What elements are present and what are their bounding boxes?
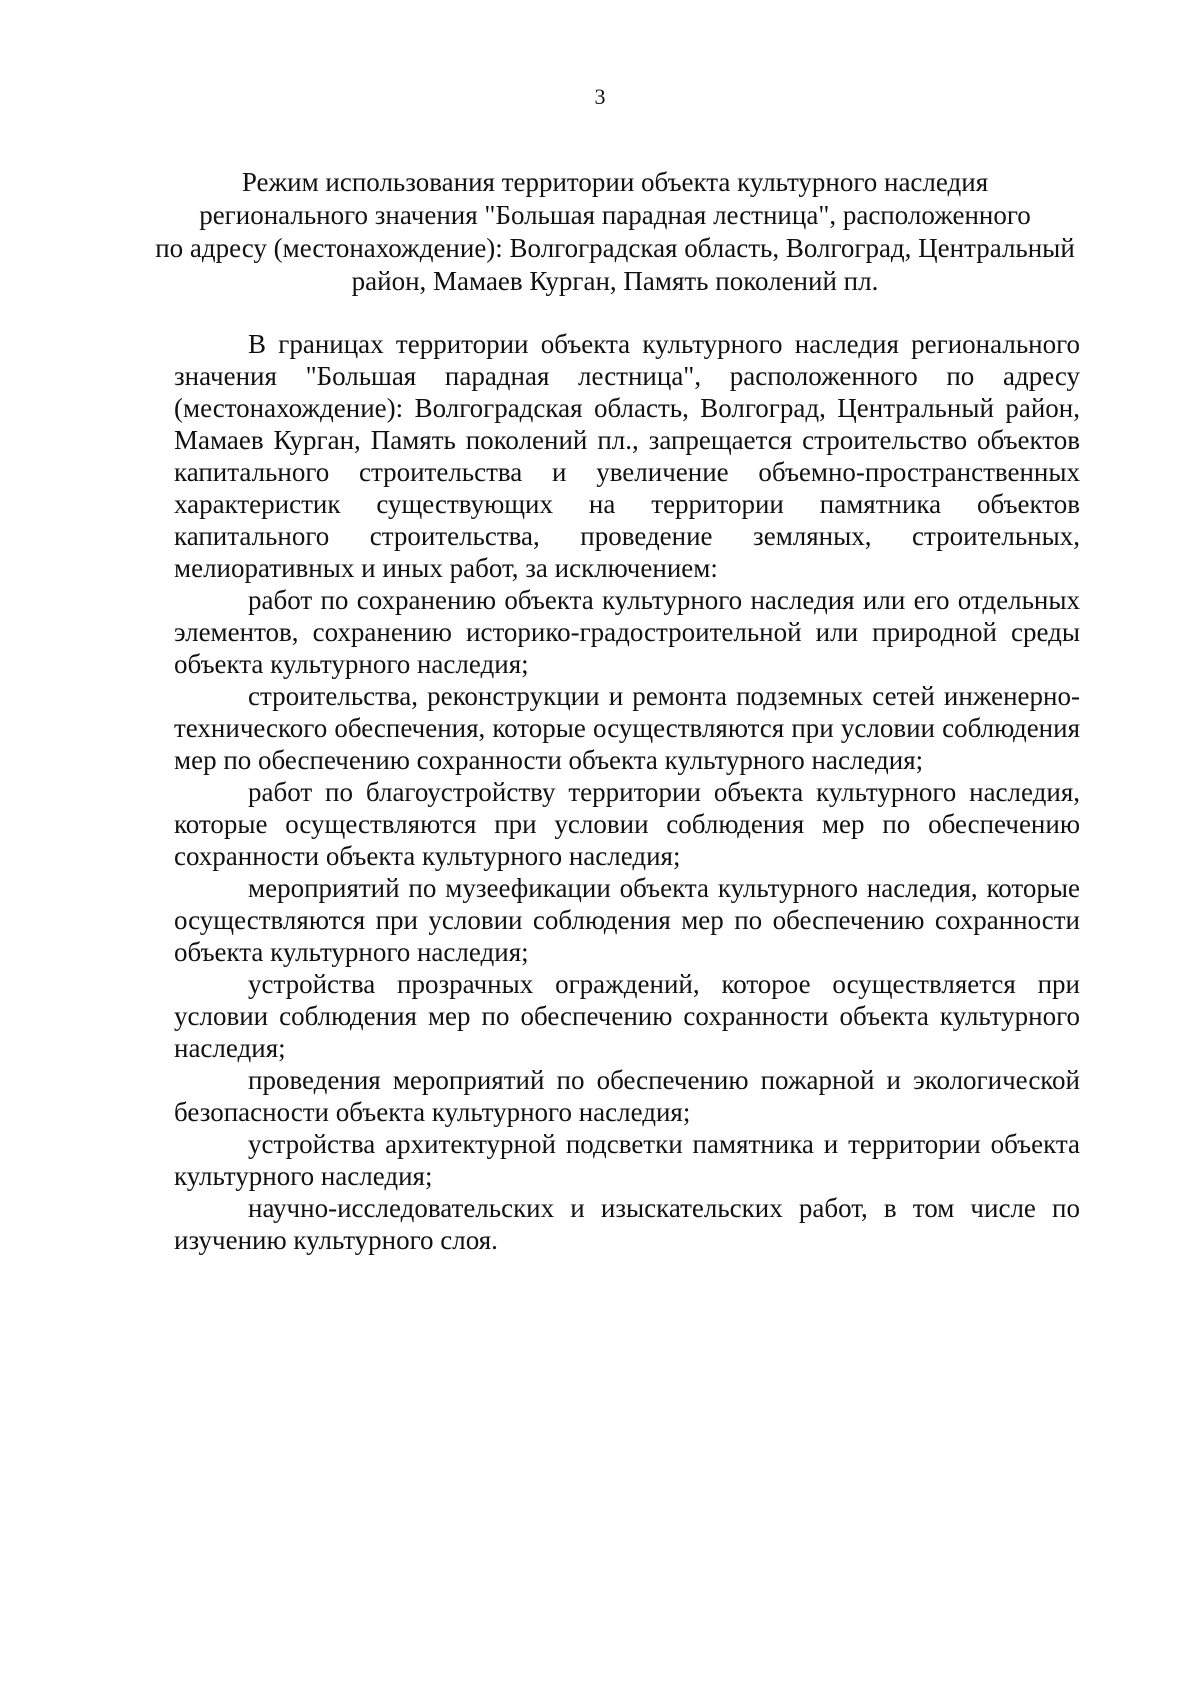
exception-item: устройства архитектурной подсветки памятника и территории объекта культурного наследия;	[174, 1129, 1080, 1191]
title-line: по адресу (местонахождение): Волгоградская область, Волгоград, Центральный	[155, 233, 1075, 263]
document-title	[150, 166, 1080, 298]
title-line: район, Мамаев Курган, Память поколений пл.	[351, 266, 879, 296]
exception-item: устройства прозрачных ограждений, которое осуществляется при условии соблюдения мер по обеспечению сохранности объекта культурного наследия;	[174, 969, 1080, 1063]
intro-paragraph: В границах территории объекта культурного наследия регионального значения "Большая парадная лестница", расположенного по адресу (местонахождение): Волгоградская область, Волгоград, Центральный район, Мамаев Курган, Память поколений пл., запрещается строительство объектов капитального строительства и увеличение объемно-пространственных характеристик существующих на территории памятника объектов капитального строительства, проведение земляных, строительных, мелиоративных и иных работ, за исключением:	[174, 329, 1080, 583]
title-line: Режим использования территории объекта культурного наследия	[241, 167, 989, 197]
page-number: 3	[594, 84, 606, 109]
document-body	[174, 328, 1080, 1256]
exception-item: проведения мероприятий по обеспечению пожарной и экологической безопасности объекта культурного наследия;	[174, 1065, 1080, 1127]
exception-item: работ по сохранению объекта культурного наследия или его отдельных элементов, сохранению историко-градостроительной или природной среды объекта культурного наследия;	[174, 585, 1080, 679]
exception-item: мероприятий по музеефикации объекта культурного наследия, которые осуществляются при условии соблюдения мер по обеспечению сохранности объекта культурного наследия;	[174, 873, 1080, 967]
title-line: регионального значения "Большая парадная лестница", расположенного	[199, 200, 1031, 230]
exception-item: строительства, реконструкции и ремонта подземных сетей инженерно-технического обеспечения, которые осуществляются при условии соблюдения мер по обеспечению сохранности объекта культурного наследия;	[174, 681, 1080, 775]
exception-item: работ по благоустройству территории объекта культурного наследия, которые осуществляются при условии соблюдения мер по обеспечению сохранности объекта культурного наследия;	[174, 777, 1080, 871]
exception-item: научно-исследовательских и изыскательских работ, в том числе по изучению культурного слоя.	[174, 1193, 1080, 1255]
